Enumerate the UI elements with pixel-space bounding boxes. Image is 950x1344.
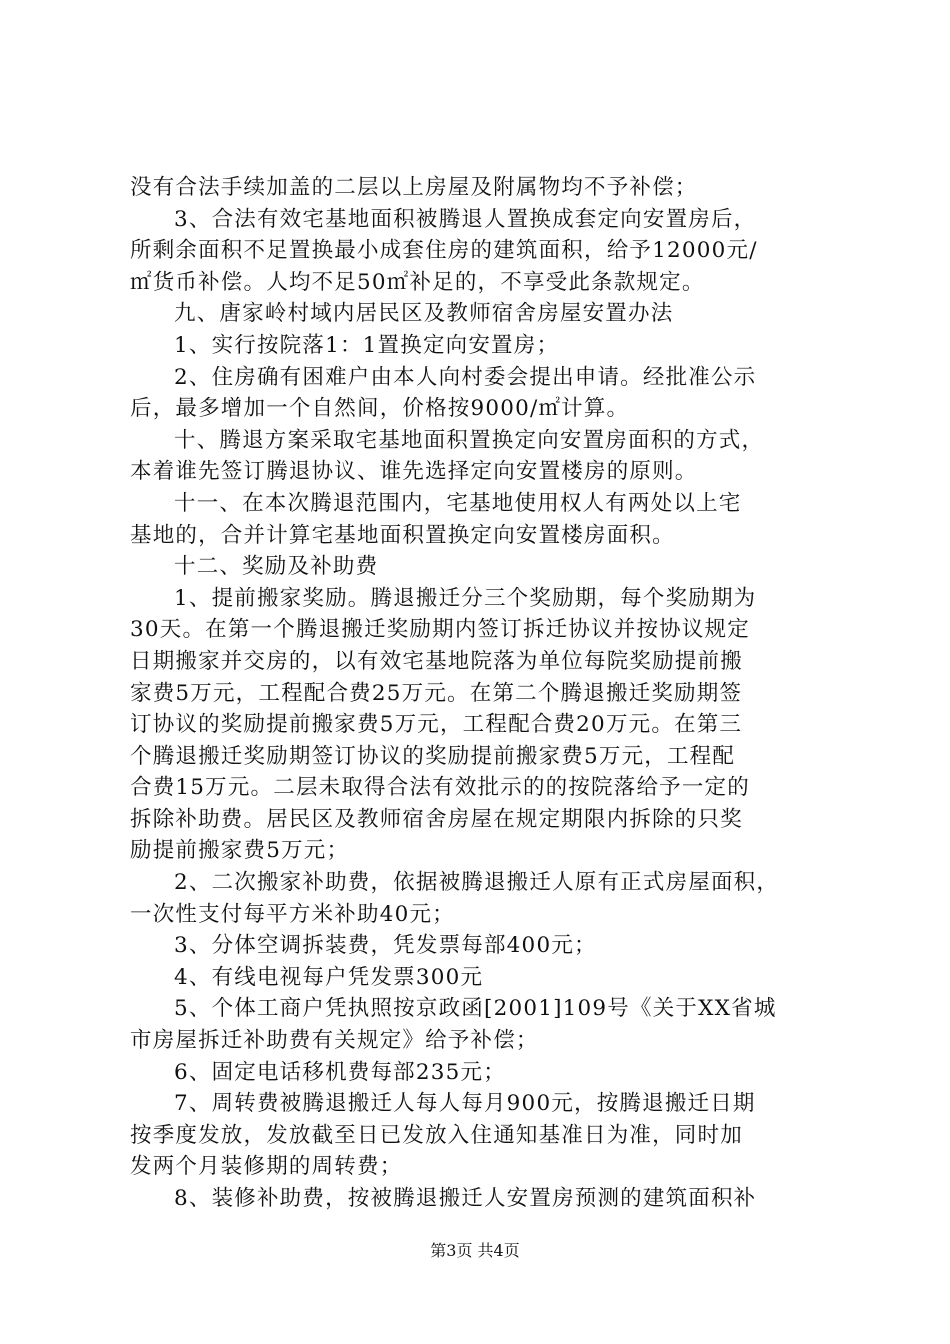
text-line: 十二、奖励及补助费 — [174, 554, 379, 580]
text-line: 基地的，合并计算宅基地面积置换定向安置楼房面积。 — [130, 522, 675, 548]
text-line: 所剩余面积不足置换最小成套住房的建筑面积，给予12000元/ — [130, 238, 758, 264]
text-line: 30天。在第一个腾退搬迁奖励期内签订拆迁协议并按协议规定 — [130, 617, 750, 643]
text-line: 3、合法有效宅基地面积被腾退人置换成套定向安置房后， — [174, 206, 757, 232]
text-line: ㎡货币补偿。人均不足50㎡补足的，不享受此条款规定。 — [130, 269, 705, 295]
text-line: 个腾退搬迁奖励期签订协议的奖励提前搬家费5万元，工程配 — [130, 743, 736, 769]
text-line: 发两个月装修期的周转费； — [130, 1154, 403, 1180]
text-line: 家费5万元，工程配合费25万元。在第二个腾退搬迁奖励期签 — [130, 680, 743, 706]
text-line: 按季度发放，发放截至日已发放入住通知基准日为准，同时加 — [130, 1122, 743, 1148]
document-body — [130, 172, 840, 1215]
text-line: 2、二次搬家补助费，依据被腾退搬迁人原有正式房屋面积， — [174, 870, 780, 896]
text-line: 没有合法手续加盖的二层以上房屋及附属物均不予补偿； — [130, 175, 698, 200]
text-line: 十一、在本次腾退范围内，宅基地使用权人有两处以上宅 — [174, 490, 742, 516]
text-line: 8、装修补助费，按被腾退搬迁人安置房预测的建筑面积补 — [174, 1186, 757, 1211]
text-line: 3、分体空调拆装费，凭发票每部400元； — [174, 933, 597, 959]
page-footer: 第3页 共4页 — [430, 1241, 520, 1260]
text-line: 6、固定电话移机费每部235元； — [174, 1059, 506, 1085]
text-line: 7、周转费被腾退搬迁人每人每月900元，按腾退搬迁日期 — [174, 1091, 756, 1117]
text-line: 1、实行按院落1：1置换定向安置房； — [174, 332, 560, 358]
text-line: 4、有线电视每户凭发票300元 — [174, 964, 484, 990]
text-line: 拆除补助费。居民区及教师宿舍房屋在规定期限内拆除的只奖 — [130, 806, 743, 832]
text-line: 日期搬家并交房的，以有效宅基地院落为单位每院奖励提前搬 — [130, 648, 743, 674]
text-line: 十、腾退方案采取宅基地面积置换定向安置房面积的方式， — [174, 427, 765, 453]
text-line: 九、唐家岭村域内居民区及教师宿舍房屋安置办法 — [174, 301, 674, 327]
text-line: 本着谁先签订腾退协议、谁先选择定向安置楼房的原则。 — [130, 459, 698, 485]
text-line: 励提前搬家费5万元； — [130, 838, 350, 864]
text-line: 5、个体工商户凭执照按京政函[2001]109号《关于XX省城 — [174, 996, 777, 1022]
text-line: 市房屋拆迁补助费有关规定》给予补偿； — [130, 1028, 539, 1054]
text-line: 一次性支付每平方米补助40元； — [130, 901, 455, 927]
text-line: 订协议的奖励提前搬家费5万元，工程配合费20万元。在第三 — [130, 712, 743, 738]
text-line: 后，最多增加一个自然间，价格按9000/㎡计算。 — [130, 396, 630, 422]
text-line: 2、住房确有困难户由本人向村委会提出申请。经批准公示 — [174, 364, 757, 390]
text-line: 1、提前搬家奖励。腾退搬迁分三个奖励期，每个奖励期为 — [174, 585, 757, 611]
text-line: 合费15万元。二层未取得合法有效批示的的按院落给予一定的 — [130, 775, 750, 801]
